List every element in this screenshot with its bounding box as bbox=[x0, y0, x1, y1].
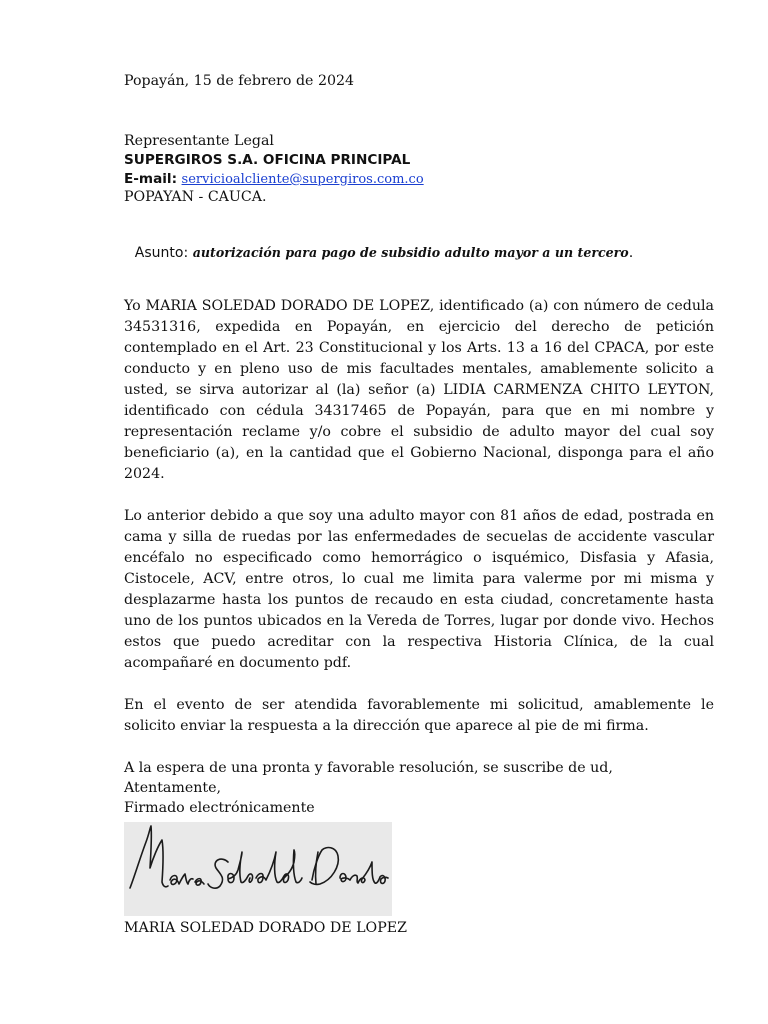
recipient-company: SUPERGIROS S.A. OFICINA PRINCIPAL bbox=[124, 152, 411, 168]
signer-name: MARIA SOLEDAD DORADO DE LOPEZ bbox=[124, 920, 407, 936]
email-link[interactable]: servicioalcliente@supergiros.com.co bbox=[181, 172, 424, 187]
paragraph-response: En el evento de ser atendida favorablemente mi solicitud, amablemente le solicito enviar la respuesta a la dirección que aparece al pie de mi firma. bbox=[124, 697, 714, 734]
handwritten-signature bbox=[124, 822, 392, 916]
subject-line bbox=[0, 242, 768, 264]
paragraph-reason: Lo anterior debido a que soy una adulto mayor con 81 años de edad, postrada en cama y silla de ruedas por las enfermedades de secuelas de accidente vascular encéfalo no especificado como hemorrágico o isquémico, Disfasia y Afasia, Cistocele, ACV, entre otros, lo cual me limita para valerme por mi misma y desplazarme hasta los puntos de recaudo en esta ciudad, concretamente hasta uno de los puntos ubicados en la Vereda de Torres, lugar por donde vivo. Hechos estos que puedo acreditar con la respectiva Historia Clínica, de la cual acompañaré en documento pdf. bbox=[124, 508, 714, 671]
email-label: E-mail: bbox=[124, 171, 178, 187]
subject-label: Asunto: bbox=[134, 245, 189, 261]
recipient-city: POPAYAN - CAUCA. bbox=[124, 189, 267, 205]
subject-text: autorización para pago de subsidio adulto mayor a un tercero bbox=[192, 245, 629, 260]
paragraph-authorization: Yo MARIA SOLEDAD DORADO DE LOPEZ, identificado (a) con número de cedula 34531316, expedida en Popayán, en ejercicio del derecho de petición contemplado en el Art. 23 Constitucional y los Arts. 13 a 16 del CPACA, por este conducto y en pleno uso de mis facultades mentales, amablemente solicito a usted, se sirva autorizar al (la) señor (a) LIDIA CARMENZA CHITO LEYTON, identificado con cédula 34317465 de Popayán, para que en mi nombre y representación reclame y/o cobre el subsidio de adulto mayor del cual soy beneficiario (a), en la cantidad que el Gobierno Nacional, disponga para el año 2024. bbox=[124, 298, 714, 482]
closing-line: A la espera de una pronta y favorable resolución, se suscribe de ud, bbox=[124, 760, 613, 776]
recipient-role: Representante Legal bbox=[124, 133, 274, 149]
subject-end: . bbox=[628, 245, 634, 261]
signature-image bbox=[124, 822, 392, 916]
closing-signed: Firmado electrónicamente bbox=[124, 800, 315, 816]
place-date: Popayán, 15 de febrero de 2024 bbox=[124, 73, 355, 89]
closing-regards: Atentamente, bbox=[124, 780, 221, 796]
